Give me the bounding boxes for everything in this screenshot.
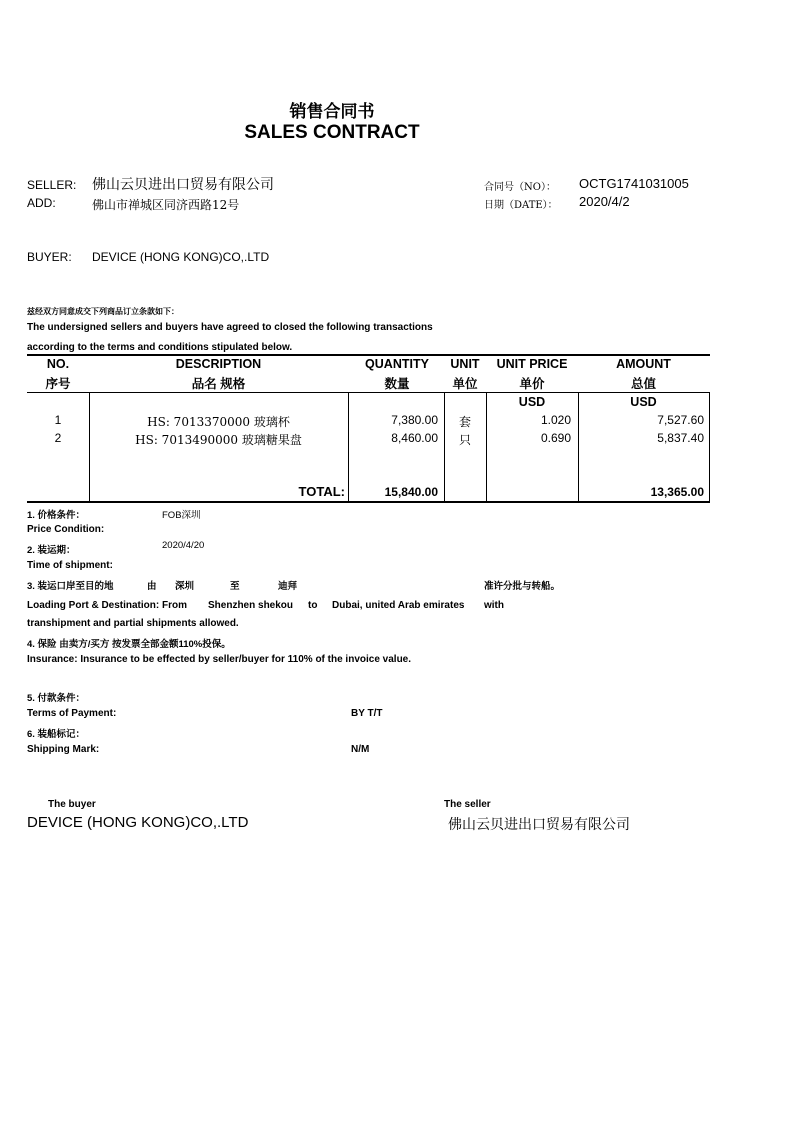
header-no-cn: 序号 — [45, 377, 71, 391]
port-term-en-with: with — [484, 600, 504, 611]
port-term-en-label: Loading Port & Destination: From — [27, 600, 187, 611]
port-term-cn-from: 由 — [147, 581, 157, 592]
total-label: TOTAL: — [298, 484, 345, 499]
payment-term-value: BY T/T — [351, 708, 383, 719]
shipment-term-cn: 2. 装运期： — [27, 545, 76, 556]
insurance-term-en: Insurance: Insurance to be effected by seller/buyer for 110% of the invoice value. — [27, 654, 412, 665]
table-top-rule — [27, 354, 710, 356]
table-bottom-rule — [27, 501, 710, 503]
port-term-en-2: transhipment and partial shipments allowed. — [27, 618, 239, 629]
title-en: SALES CONTRACT — [244, 122, 420, 143]
seller-address: 佛山市禅城区同济西路12号 — [92, 198, 240, 212]
shipment-term-en: Time of shipment: — [27, 560, 113, 571]
header-description: DESCRIPTION — [175, 357, 262, 371]
shipping-mark-value: N/M — [351, 744, 370, 755]
buyer-name: DEVICE (HONG KONG)CO,.LTD — [92, 250, 270, 264]
table-header-rule — [27, 392, 710, 393]
buyer-label: BUYER: — [27, 250, 72, 264]
insurance-term-cn: 4. 保险 由卖方/买方 按发票全部金额110%投保。 — [27, 639, 231, 650]
row-1-unit: 套 — [458, 415, 471, 429]
total-quantity: 15,840.00 — [384, 485, 438, 499]
shipping-mark-cn: 6. 装船标记： — [27, 729, 86, 740]
shipping-mark-en: Shipping Mark: — [27, 744, 100, 755]
add-label: ADD: — [27, 196, 56, 210]
price-term-en: Price Condition: — [27, 524, 105, 535]
row-2-quantity: 8,460.00 — [391, 431, 438, 445]
currency-unit-price: USD — [518, 395, 546, 409]
header-amount-cn: 总值 — [630, 377, 656, 391]
contract-no: OCTG1741031005 — [579, 176, 689, 191]
header-unit-price-cn: 单价 — [519, 377, 545, 391]
intro-cn: 兹经双方同意成交下列商品订立条款如下： — [27, 307, 179, 316]
row-2-description: HS: 7013490000 玻璃糖果盘 — [135, 433, 302, 447]
intro-en-1: The undersigned sellers and buyers have agreed to closed the following transactions — [27, 322, 433, 333]
shipment-term-value: 2020/4/20 — [162, 540, 205, 551]
row-1-unit-price: 1.020 — [540, 413, 571, 427]
date-label: 日期（DATE）： — [484, 200, 558, 211]
payment-term-cn: 5. 付款条件： — [27, 693, 86, 704]
contract-date: 2020/4/2 — [579, 194, 630, 209]
port-term-cn-tail: 准许分批与转船。 — [484, 581, 561, 592]
row-1-description: HS: 7013370000 玻璃杯 — [147, 415, 290, 429]
port-term-en-to: to — [308, 600, 318, 611]
col-divider — [709, 393, 710, 502]
header-unit-cn: 单位 — [452, 377, 478, 391]
price-term-cn: 1. 价格条件： — [27, 510, 86, 521]
header-quantity-cn: 数量 — [384, 377, 410, 391]
header-unit: UNIT — [450, 357, 480, 371]
col-divider — [486, 393, 487, 502]
payment-term-en: Terms of Payment: — [27, 708, 117, 719]
contract-no-label: 合同号（NO）： — [484, 182, 556, 193]
port-term-cn-dest: 迪拜 — [278, 581, 298, 592]
header-no: NO. — [46, 357, 70, 371]
port-term-cn: 3. 装运口岸至目的地 — [27, 581, 114, 592]
row-2-no: 2 — [54, 431, 62, 445]
port-term-cn-origin: 深圳 — [175, 581, 195, 592]
row-1-quantity: 7,380.00 — [391, 413, 438, 427]
total-amount: 13,365.00 — [650, 485, 704, 499]
buyer-sign-name: DEVICE (HONG KONG)CO,.LTD — [27, 814, 249, 831]
row-1-no: 1 — [54, 413, 62, 427]
seller-name: 佛山云贝进出口贸易有限公司 — [92, 177, 274, 193]
row-2-unit: 只 — [458, 433, 471, 447]
port-term-en-origin: Shenzhen shekou — [208, 600, 294, 611]
seller-label: SELLER: — [27, 178, 77, 192]
price-term-value: FOB深圳 — [162, 510, 201, 521]
port-term-en-dest: Dubai, united Arab emirates — [332, 600, 465, 611]
header-unit-price: UNIT PRICE — [496, 357, 568, 371]
row-1-amount: 7,527.60 — [657, 413, 704, 427]
seller-sign-label: The seller — [444, 799, 491, 810]
row-2-unit-price: 0.690 — [540, 431, 571, 445]
buyer-sign-label: The buyer — [48, 799, 96, 810]
seller-sign-name: 佛山云贝进出口贸易有限公司 — [448, 817, 630, 833]
title-cn: 销售合同书 — [289, 102, 375, 121]
header-quantity: QUANTITY — [365, 357, 429, 371]
currency-amount: USD — [630, 395, 657, 409]
port-term-cn-to: 至 — [230, 581, 240, 592]
row-2-amount: 5,837.40 — [657, 431, 704, 445]
header-amount: AMOUNT — [616, 357, 671, 371]
intro-en-2: according to the terms and conditions stipulated below. — [27, 342, 293, 353]
header-description-cn: 品名 规格 — [191, 377, 246, 391]
